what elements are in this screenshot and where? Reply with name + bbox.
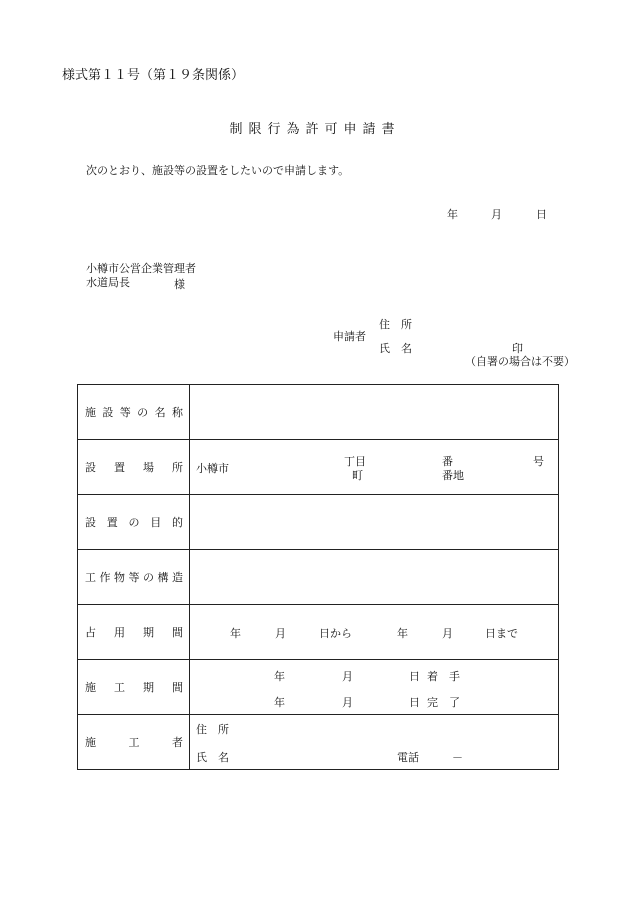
- location-label: [78, 459, 189, 475]
- row-occupancy-period: [78, 605, 559, 660]
- contractor-phone-label: 電話: [397, 751, 419, 764]
- construction-start-kind: 着 手: [427, 670, 460, 683]
- label-char: 施: [85, 406, 96, 419]
- label-char: 施: [85, 681, 96, 694]
- location-label-cell: [78, 440, 190, 495]
- applicant-label: 申請者: [333, 330, 366, 343]
- label-char: 置: [114, 461, 125, 474]
- label-char: 所: [172, 461, 183, 474]
- occupancy-label: [78, 624, 189, 640]
- row-facility-name: [78, 385, 559, 440]
- addressee-honorific: 様: [174, 278, 185, 291]
- application-table: [77, 384, 559, 770]
- location-machi: 町: [352, 469, 363, 482]
- label-char: 間: [172, 681, 183, 694]
- label-char: 作: [99, 571, 111, 584]
- facility-name-field[interactable]: [190, 385, 559, 440]
- label-char: 目: [150, 516, 162, 529]
- label-char: 称: [171, 406, 183, 419]
- row-purpose: [78, 495, 559, 550]
- contractor-phone-dash: －: [452, 751, 463, 764]
- location-chome: 丁目: [344, 455, 366, 468]
- facility-name-label: [78, 404, 189, 420]
- purpose-label-cell: [78, 495, 190, 550]
- construction-end-month: 月: [342, 696, 353, 709]
- label-char: 物: [114, 571, 125, 584]
- occupancy-label-cell: [78, 605, 190, 660]
- label-char: 設: [85, 461, 96, 474]
- date-year-label: 年: [447, 208, 458, 221]
- label-char: 用: [114, 626, 125, 639]
- date-month-label: 月: [491, 208, 502, 221]
- label-char: 工: [128, 736, 140, 749]
- location-go: 号: [533, 455, 544, 468]
- label-char: 的: [172, 516, 183, 529]
- page-title: 制限行為許可申請書: [229, 122, 401, 137]
- applicant-name-label: 氏 名: [379, 342, 412, 355]
- label-char: 工: [114, 681, 125, 694]
- date-day-label: 日: [536, 208, 547, 221]
- row-construction-period: [78, 660, 559, 715]
- label-char: 設: [102, 406, 114, 419]
- row-contractor: [78, 715, 559, 770]
- label-char: 施: [85, 736, 96, 749]
- construction-end-year: 年: [274, 696, 285, 709]
- label-char: 占: [85, 626, 96, 639]
- construction-period-field[interactable]: [190, 660, 559, 715]
- addressee-line1: 小樽市公営企業管理者: [86, 262, 196, 275]
- label-char: 間: [172, 626, 183, 639]
- location-field[interactable]: [190, 440, 559, 495]
- structure-label: [78, 569, 189, 585]
- label-char: 期: [143, 626, 154, 639]
- row-structure: [78, 550, 559, 605]
- construction-start-year: 年: [274, 670, 285, 683]
- contractor-name-label: 氏 名: [196, 751, 229, 764]
- contractor-field[interactable]: [190, 715, 559, 770]
- label-char: 等: [119, 406, 131, 419]
- occupancy-until: 日まで: [485, 627, 518, 640]
- addressee-line2: 水道局長: [86, 276, 130, 289]
- label-char: 場: [143, 461, 154, 474]
- label-char: 等: [128, 571, 140, 584]
- contractor-label: [78, 734, 189, 750]
- label-char: 設: [85, 516, 96, 529]
- construction-end-day: 日: [409, 696, 420, 709]
- label-char: 名: [154, 406, 166, 419]
- occupancy-year2: 年: [397, 627, 408, 640]
- label-char: 造: [172, 571, 183, 584]
- label-char: 期: [143, 681, 154, 694]
- form-number: 様式第１１号（第１９条関係）: [62, 68, 245, 83]
- label-char: の: [128, 516, 140, 529]
- construction-start-month: 月: [342, 670, 353, 683]
- label-char: 構: [157, 571, 169, 584]
- label-char: の: [143, 571, 154, 584]
- construction-start-day: 日: [409, 670, 420, 683]
- construction-label: [78, 679, 189, 695]
- label-char: 置: [106, 516, 118, 529]
- row-location: [78, 440, 559, 495]
- facility-name-label-cell: [78, 385, 190, 440]
- intro-text: 次のとおり、施設等の設置をしたいので申請します。: [86, 164, 350, 177]
- occupancy-from: 日から: [319, 627, 352, 640]
- location-ban: 番: [442, 455, 453, 468]
- construction-end-kind: 完 了: [427, 696, 460, 709]
- seal-mark: 印: [512, 342, 523, 355]
- contractor-address-label: 住 所: [196, 723, 229, 736]
- applicant-address-label: 住 所: [379, 318, 412, 331]
- structure-field[interactable]: [190, 550, 559, 605]
- label-char: の: [137, 406, 149, 419]
- occupancy-year1: 年: [230, 627, 241, 640]
- location-city: 小樽市: [196, 462, 229, 475]
- construction-label-cell: [78, 660, 190, 715]
- contractor-label-cell: [78, 715, 190, 770]
- purpose-field[interactable]: [190, 495, 559, 550]
- seal-note: （自署の場合は不要）: [465, 355, 575, 368]
- occupancy-period-field[interactable]: [190, 605, 559, 660]
- label-char: 者: [172, 736, 183, 749]
- structure-label-cell: [78, 550, 190, 605]
- location-banchi: 番地: [442, 469, 464, 482]
- occupancy-month1: 月: [275, 627, 286, 640]
- label-char: 工: [85, 571, 96, 584]
- purpose-label: [78, 514, 189, 530]
- occupancy-month2: 月: [442, 627, 453, 640]
